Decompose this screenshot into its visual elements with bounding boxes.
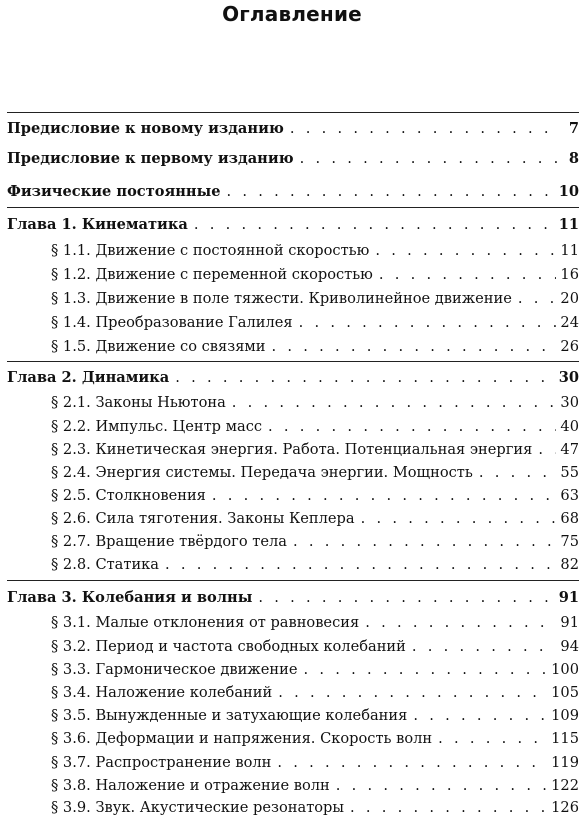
dot-leader: [518, 288, 557, 310]
dot-leader: [538, 439, 556, 461]
toc-page-number: 24: [560, 314, 579, 331]
toc-entry-label: Предисловие к первому изданию: [7, 150, 294, 167]
toc-section-3-3[interactable]: [51, 659, 579, 681]
toc-entry-label: Звук. Акустические резонаторы: [95, 799, 345, 816]
toc-page-number: 119: [551, 754, 579, 771]
dot-leader: [375, 240, 556, 262]
toc-entry-label: Физические постоянные: [7, 183, 221, 200]
toc-page-number: 94: [560, 638, 579, 655]
section-number: § 1.4.: [51, 314, 91, 331]
section-number: § 3.4.: [51, 684, 91, 701]
toc-chapter-2[interactable]: [7, 367, 579, 389]
toc-page-number: 47: [560, 441, 579, 458]
section-number: § 3.9.: [51, 799, 91, 816]
toc-page-number: 20: [560, 290, 579, 307]
toc-page-number: 105: [551, 684, 579, 701]
toc-page-number: 26: [560, 338, 579, 355]
toc-entry-label: Движение в поле тяжести. Криволинейное движение: [95, 290, 512, 307]
toc-entry-label: Импульс. Центр масс: [95, 418, 263, 435]
toc-section-1-1[interactable]: [51, 240, 579, 262]
toc-section-3-2[interactable]: [51, 636, 579, 658]
toc-section-2-7[interactable]: [51, 531, 579, 553]
toc-entry-label: Деформации и напряжения. Скорость волн: [95, 730, 433, 747]
toc-section-2-4[interactable]: [51, 462, 579, 484]
toc-entry-label: Глава 2. Динамика: [7, 369, 170, 386]
toc-entry-preface-first[interactable]: [7, 148, 579, 170]
dot-leader: [365, 612, 556, 634]
dot-leader: [277, 752, 547, 774]
section-number: § 3.3.: [51, 661, 91, 678]
toc-chapter-1[interactable]: [7, 214, 579, 236]
section-number: § 2.8.: [51, 556, 91, 573]
toc-chapter-3[interactable]: [7, 587, 579, 609]
toc-page-number: 122: [551, 777, 579, 794]
toc-page-number: 115: [551, 730, 579, 747]
toc-page-number: 11: [560, 242, 579, 259]
section-number: § 2.4.: [51, 464, 91, 481]
dot-leader: [438, 728, 547, 750]
toc-page-number: 7: [568, 120, 579, 137]
toc-entry-label: Наложение и отражение волн: [95, 777, 330, 794]
toc-page-number: 126: [551, 799, 579, 816]
section-number: § 2.2.: [51, 418, 91, 435]
toc-section-3-6[interactable]: [51, 728, 579, 750]
toc-section-3-1[interactable]: [51, 612, 579, 634]
dot-leader: [175, 367, 554, 389]
toc-page-number: 11: [558, 216, 579, 233]
toc-entry-label: Энергия системы. Передача энергии. Мощность: [95, 464, 473, 481]
toc-entry-label: Движение со связями: [95, 338, 266, 355]
section-number: § 1.2.: [51, 266, 91, 283]
section-number: § 1.5.: [51, 338, 91, 355]
toc-section-1-4[interactable]: [51, 312, 579, 334]
dot-leader: [303, 659, 547, 681]
dot-leader: [299, 312, 557, 334]
dot-leader: [479, 462, 557, 484]
toc-page-number: 30: [560, 394, 579, 411]
section-number: § 2.5.: [51, 487, 91, 504]
dot-leader: [293, 531, 556, 553]
toc-page-number: 75: [560, 533, 579, 550]
toc-entry-label: Движение с постоянной скоростью: [95, 242, 370, 259]
toc-entry-label: Вращение твёрдого тела: [95, 533, 287, 550]
dot-leader: [350, 797, 547, 819]
toc-page-number: 82: [560, 556, 579, 573]
toc-section-2-8[interactable]: [51, 554, 579, 576]
dot-leader: [227, 181, 555, 203]
toc-entry-label: Предисловие к новому изданию: [7, 120, 284, 137]
toc-section-3-8[interactable]: [51, 775, 579, 797]
section-number: § 2.7.: [51, 533, 91, 550]
section-number: § 3.2.: [51, 638, 91, 655]
toc-section-1-5[interactable]: [51, 336, 579, 358]
dot-leader: [258, 587, 554, 609]
toc-entry-label: Движение с переменной скоростью: [95, 266, 373, 283]
toc-page-number: 10: [558, 183, 579, 200]
dot-leader: [412, 636, 557, 658]
section-number: § 3.5.: [51, 707, 91, 724]
toc-entry-label: Наложение колебаний: [95, 684, 273, 701]
toc-page-number: 91: [558, 589, 579, 606]
toc-entry-label: Вынужденные и затухающие колебания: [95, 707, 408, 724]
toc-section-3-5[interactable]: [51, 705, 579, 727]
toc-entry-label: Гармоническое движение: [95, 661, 298, 678]
dot-leader: [271, 336, 556, 358]
dot-leader: [336, 775, 547, 797]
toc-entry-constants[interactable]: [7, 181, 579, 203]
dot-leader: [194, 214, 555, 236]
section-number: § 3.6.: [51, 730, 91, 747]
divider: [7, 112, 579, 113]
toc-entry-label: Сила тяготения. Законы Кеплера: [95, 510, 355, 527]
toc-page-number: 91: [560, 614, 579, 631]
dot-leader: [268, 416, 556, 438]
page-title: Оглавление: [222, 2, 362, 26]
toc-section-1-3[interactable]: [51, 288, 579, 310]
toc-section-2-3[interactable]: [51, 439, 579, 461]
toc-page-number: 68: [560, 510, 579, 527]
toc-entry-label: Статика: [95, 556, 160, 573]
toc-page-number: 100: [551, 661, 579, 678]
section-number: § 2.1.: [51, 394, 91, 411]
dot-leader: [232, 392, 557, 414]
toc-entry-label: Столкновения: [95, 487, 206, 504]
toc-section-1-2[interactable]: [51, 264, 579, 286]
toc-entry-label: Глава 3. Колебания и волны: [7, 589, 253, 606]
divider: [7, 207, 579, 208]
section-number: § 1.3.: [51, 290, 91, 307]
toc-page-number: 8: [568, 150, 579, 167]
toc-entry-label: Законы Ньютона: [95, 394, 226, 411]
section-number: § 2.3.: [51, 441, 91, 458]
dot-leader: [278, 682, 547, 704]
section-number: § 3.1.: [51, 614, 91, 631]
dot-leader: [413, 705, 547, 727]
toc-page-number: 40: [560, 418, 579, 435]
dot-leader: [379, 264, 557, 286]
toc-entry-label: Преобразование Галилея: [95, 314, 293, 331]
toc-section-2-6[interactable]: [51, 508, 579, 530]
toc-entry-label: Период и частота свободных колебаний: [95, 638, 406, 655]
divider: [7, 580, 579, 581]
dot-leader: [165, 554, 556, 576]
section-number: § 2.6.: [51, 510, 91, 527]
toc-page-number: 109: [551, 707, 579, 724]
toc-section-2-5[interactable]: [51, 485, 579, 507]
divider: [7, 361, 579, 362]
section-number: § 3.8.: [51, 777, 91, 794]
dot-leader: [212, 485, 557, 507]
toc-section-2-1[interactable]: [51, 392, 579, 414]
toc-section-3-4[interactable]: [51, 682, 579, 704]
toc-entry-label: Кинетическая энергия. Работа. Потенциальная энергия: [95, 441, 533, 458]
toc-page-number: 30: [558, 369, 579, 386]
dot-leader: [300, 148, 561, 170]
section-number: § 1.1.: [51, 242, 91, 259]
toc-section-2-2[interactable]: [51, 416, 579, 438]
toc-entry-label: Малые отклонения от равновесия: [95, 614, 360, 631]
toc-page-number: 55: [560, 464, 579, 481]
toc-page-number: 63: [560, 487, 579, 504]
dot-leader: [290, 118, 561, 140]
section-number: § 3.7.: [51, 754, 91, 771]
toc-section-3-7[interactable]: [51, 752, 579, 774]
dot-leader: [361, 508, 557, 530]
toc-entry-label: Глава 1. Кинематика: [7, 216, 188, 233]
toc-entry-label: Распространение волн: [95, 754, 272, 771]
toc-page-number: 16: [560, 266, 579, 283]
toc-entry-preface-new[interactable]: [7, 118, 579, 140]
toc-section-3-9[interactable]: [51, 797, 579, 819]
